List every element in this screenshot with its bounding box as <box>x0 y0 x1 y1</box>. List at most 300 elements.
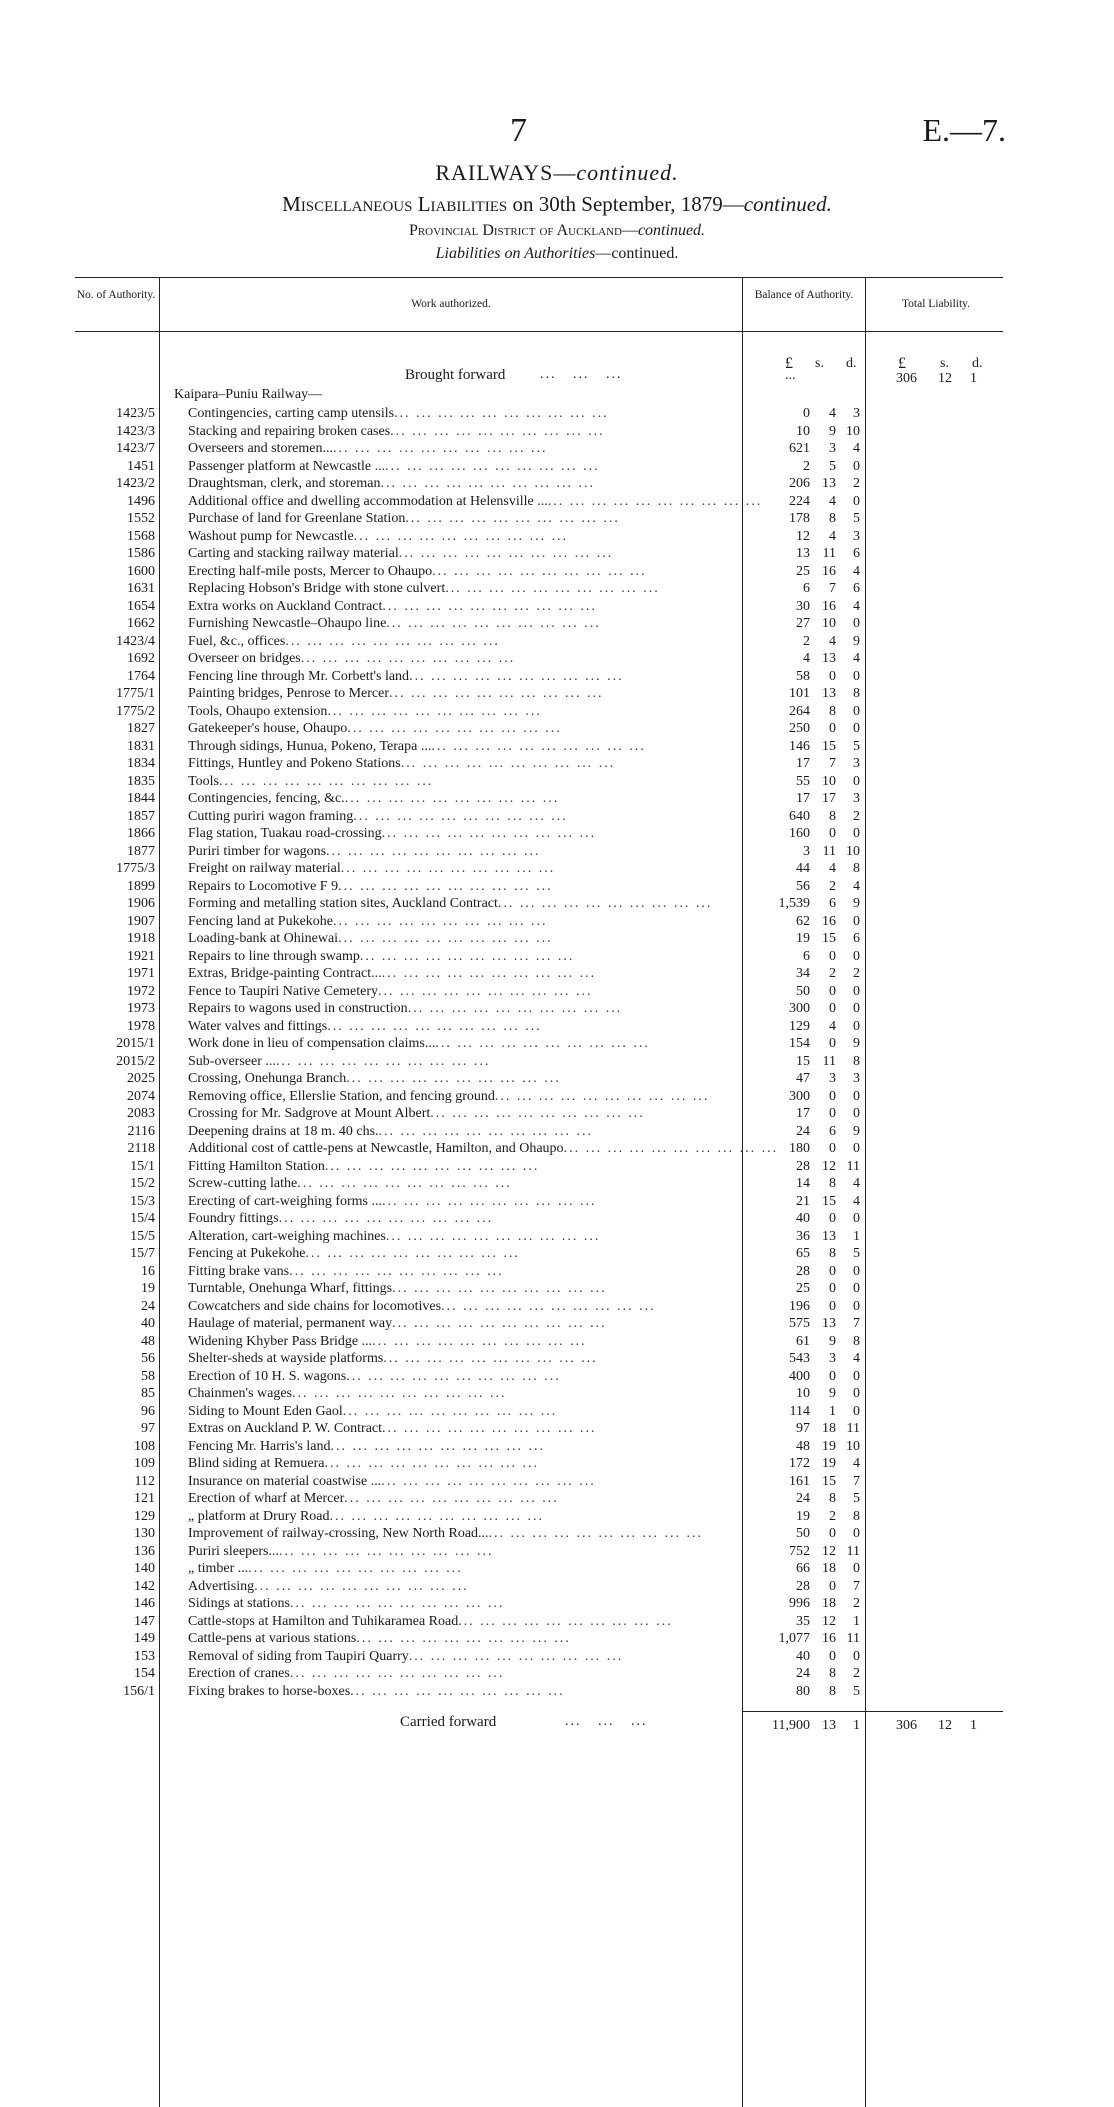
balance-pence: 0 <box>853 703 860 719</box>
balance-shillings: 8 <box>829 1666 836 1681</box>
authority-number: 1423/5 <box>116 406 155 421</box>
table-row <box>0 1263 1114 1280</box>
balance-pounds: 66 <box>796 1561 810 1576</box>
balance-pence: 11 <box>846 1421 860 1436</box>
balance-pence: 0 <box>853 1386 860 1401</box>
balance-pence: 6 <box>853 581 860 596</box>
work-description: Removing office, Ellerslie Station, and fencing ground... ... ... ... ... ... ... ... ... ... <box>188 1088 710 1104</box>
authority-number: 48 <box>141 1333 155 1349</box>
pound-unit: £ <box>898 355 906 372</box>
authority-number: 1844 <box>127 791 155 806</box>
work-description: Screw-cutting lathe... ... ... ... ... ... ... ... ... ... <box>188 1176 512 1191</box>
balance-pence: 7 <box>853 1578 860 1594</box>
balance-pounds: 161 <box>789 1473 810 1489</box>
balance-shillings: 15 <box>822 1193 836 1209</box>
work-description: Fencing at Pukekohe... ... ... ... ... ... ... ... ... ... <box>188 1246 520 1261</box>
table-row <box>0 1648 1114 1665</box>
leader-dots: ... ... ... ... ... ... ... ... ... ... <box>346 1071 561 1086</box>
leader-dots: ... ... ... ... ... ... ... ... ... ... <box>353 808 568 824</box>
authority-number: 1423/4 <box>116 633 155 649</box>
leader-dots: ... ... ... ... ... ... ... ... ... ... <box>327 1018 542 1034</box>
authority-number: 1971 <box>127 966 155 981</box>
authority-number: 108 <box>134 1438 155 1454</box>
authority-number: 2015/1 <box>116 1036 155 1051</box>
work-description: Additional cost of cattle-pens at Newcastle, Hamilton, and Ohaupo... ... ... ... ... ... ... ... ... ... <box>188 1141 779 1156</box>
balance-pounds: 44 <box>796 861 810 876</box>
leader-dots: ... ... ... ... ... ... ... ... ... ... <box>385 458 600 474</box>
authority-number: 2025 <box>127 1071 155 1086</box>
balance-shillings: 8 <box>829 1491 836 1506</box>
work-description: Cattle-stops at Hamilton and Tuhikaramea Road... ... ... ... ... ... ... ... ... ... <box>188 1613 673 1629</box>
title-continued: continued. <box>576 160 679 185</box>
authority-number: 154 <box>134 1666 155 1681</box>
authority-number: 15/1 <box>130 1158 155 1174</box>
leader-dots: ... ... ... ... ... ... ... ... ... ... <box>400 756 616 771</box>
balance-shillings: 12 <box>822 1158 836 1174</box>
leader-dots: ... ... ... ... ... ... ... ... ... ... <box>381 826 597 841</box>
table-row <box>0 808 1114 825</box>
balance-pence: 2 <box>853 966 860 981</box>
balance-shillings: 0 <box>829 721 836 736</box>
table-row <box>0 1000 1114 1017</box>
table-row <box>0 1525 1114 1542</box>
balance-pence: 0 <box>853 948 860 964</box>
leader-dots: ... ... ... ... ... ... ... ... ... ... <box>324 1456 539 1471</box>
balance-pounds: 300 <box>789 1088 810 1104</box>
leader-dots: ... ... ... ... ... ... ... ... ... ... <box>409 668 624 684</box>
balance-pence: 4 <box>853 1176 860 1191</box>
leader-dots: ... ... ... ... ... ... ... ... ... ... <box>408 1648 624 1664</box>
brought-forward-balance: ... <box>785 368 796 383</box>
leader-dots: ... ... ... ... ... ... ... ... ... ... <box>547 493 763 509</box>
balance-pounds: 56 <box>796 878 810 894</box>
authority-number: 1918 <box>127 931 155 946</box>
balance-shillings: 17 <box>822 791 836 806</box>
work-description: Overseer on bridges... ... ... ... ... ... ... ... ... ... <box>188 651 516 666</box>
leader-dots: ... ... ... ... ... ... ... ... ... ... <box>289 1263 504 1279</box>
table-row <box>0 1560 1114 1577</box>
balance-shillings: 0 <box>829 1088 836 1104</box>
leader-dots: ... ... ... ... ... ... ... ... ... ... <box>382 1193 597 1209</box>
balance-shillings: 6 <box>829 896 836 911</box>
authority-number: 16 <box>141 1263 155 1279</box>
leader-dots: ... ... ... ... ... ... ... ... ... ... <box>342 1403 558 1419</box>
balance-shillings: 15 <box>822 738 836 754</box>
shilling-unit: s. <box>940 356 949 371</box>
work-description: Extras on Auckland P. W. Contract... ... ... ... ... ... ... ... ... ... <box>188 1421 597 1436</box>
leader-dots: ... ... ... ... ... ... ... ... ... ... <box>392 1281 607 1296</box>
table-row <box>0 983 1114 1000</box>
leader-dots: ... ... ... ... ... ... ... ... ... ... <box>324 1158 540 1174</box>
balance-pounds: 621 <box>789 441 810 456</box>
leader-dots: ... ... ... ... ... ... ... ... ... ... <box>254 1578 469 1594</box>
authority-number: 1451 <box>127 458 155 474</box>
leader-dots: ... ... ... ... ... ... ... ... ... ... <box>300 651 516 666</box>
table-row <box>0 1158 1114 1175</box>
balance-pence: 10 <box>846 843 860 859</box>
authority-number: 1568 <box>127 528 155 544</box>
leader-dots: ... ... ... ... ... ... ... ... ... ... <box>278 1211 494 1226</box>
table-row <box>0 895 1114 912</box>
brought-forward-total-pence: 1 <box>970 371 977 386</box>
balance-pounds: 17 <box>796 756 810 771</box>
leader-dots: ... ... ... ... ... ... ... ... ... ... <box>435 1036 650 1051</box>
balance-pounds: 19 <box>796 931 810 946</box>
table-row <box>0 1455 1114 1472</box>
balance-pounds: 58 <box>796 668 810 684</box>
liabilities-heading <box>0 245 1114 263</box>
table-row <box>0 1088 1114 1105</box>
liabilities-label: Liabilities on Authorities <box>435 245 596 262</box>
leader-dots: ... ... ... ... ... ... ... ... ... ... <box>430 1106 645 1121</box>
balance-shillings: 8 <box>829 511 836 526</box>
work-description: Sidings at stations... ... ... ... ... ... ... ... ... ... <box>188 1596 505 1611</box>
leader-dots: ... ... ... ... ... ... ... ... ... ... <box>338 878 553 894</box>
balance-pence: 6 <box>853 931 860 946</box>
table-row <box>0 1228 1114 1245</box>
balance-shillings: 12 <box>822 1613 836 1629</box>
balance-pence: 3 <box>853 406 860 421</box>
balance-pounds: 28 <box>796 1158 810 1174</box>
brought-forward-total-pounds: 306 <box>896 371 917 386</box>
balance-pence: 4 <box>853 441 860 456</box>
leader-dots: ... ... ... ... ... ... ... ... ... ... <box>333 913 548 929</box>
balance-pence: 7 <box>853 1473 860 1489</box>
balance-pence: 0 <box>853 1368 860 1384</box>
balance-shillings: 19 <box>822 1456 836 1471</box>
brought-forward-total-shillings: 12 <box>938 371 952 386</box>
balance-pence: 8 <box>853 1333 860 1349</box>
balance-shillings: 0 <box>829 1298 836 1314</box>
balance-pence: 4 <box>853 1193 860 1209</box>
balance-shillings: 4 <box>829 861 836 876</box>
work-description: Painting bridges, Penrose to Mercer... ... ... ... ... ... ... ... ... ... <box>188 686 604 701</box>
work-description: Draughtsman, clerk, and storeman... ... ... ... ... ... ... ... ... ... <box>188 476 595 491</box>
table-row <box>0 580 1114 597</box>
leader-dots: ... ... ... ... ... ... ... ... ... ... <box>344 791 560 806</box>
leader-dots: ... ... ... ... ... ... ... ... ... ... <box>381 1473 596 1489</box>
balance-pounds: 172 <box>789 1456 810 1471</box>
balance-pounds: 62 <box>796 913 810 929</box>
balance-pence: 5 <box>853 1491 860 1506</box>
balance-shillings: 0 <box>829 1368 836 1384</box>
balance-pounds: 180 <box>789 1141 810 1156</box>
balance-pounds: 61 <box>796 1333 810 1349</box>
subtotal-rule <box>742 1711 865 1712</box>
balance-shillings: 11 <box>822 1053 836 1069</box>
table-row <box>0 1630 1114 1647</box>
authority-number: 2074 <box>127 1088 155 1104</box>
table-row <box>0 615 1114 632</box>
work-description: Blind siding at Remuera... ... ... ... ... ... ... ... ... ... <box>188 1456 539 1471</box>
authority-number: 130 <box>134 1526 155 1541</box>
header-work-authorized: Work authorized. <box>411 298 491 310</box>
work-description: Through sidings, Hunua, Pokeno, Terapa ...... ... ... ... ... ... ... ... ... ... <box>188 738 646 754</box>
balance-pence: 2 <box>853 476 860 491</box>
table-row <box>0 965 1114 982</box>
leader-dots: ... ... ... ... ... ... ... ... ... ... <box>278 1543 494 1559</box>
leader-dots: ... ... ... ... ... ... ... ... ... ... <box>285 633 500 649</box>
balance-shillings: 0 <box>829 1106 836 1121</box>
balance-pence: 11 <box>846 1158 860 1174</box>
balance-pounds: 575 <box>789 1316 810 1331</box>
authority-number: 1834 <box>127 756 155 771</box>
balance-pence: 4 <box>853 878 860 894</box>
balance-pence: 8 <box>853 1053 860 1069</box>
authority-number: 1654 <box>127 598 155 614</box>
district-name: Provincial District of Auckland— <box>408 222 638 239</box>
work-description: Additional office and dwelling accommodation at Helensville ...... ... ... ... ... ... ... ... ... ... <box>188 493 763 509</box>
table-row <box>0 1578 1114 1595</box>
table-row <box>0 475 1114 492</box>
balance-shillings: 9 <box>829 1386 836 1401</box>
balance-shillings: 0 <box>829 1281 836 1296</box>
leader-dots: ... ... ... ... ... ... ... ... ... ... <box>563 1141 779 1156</box>
balance-pence: 9 <box>853 1123 860 1139</box>
leader-dots: ... ... ... ... ... ... ... ... ... ... <box>405 511 620 526</box>
balance-shillings: 2 <box>829 966 836 981</box>
balance-pounds: 80 <box>796 1683 810 1699</box>
authority-number: 1423/2 <box>116 476 155 491</box>
table-row <box>0 510 1114 527</box>
leader-dots: ... ... ... ... ... ... ... ... ... ... <box>347 721 562 736</box>
balance-pence: 5 <box>853 511 860 526</box>
balance-pence: 3 <box>853 756 860 771</box>
balance-pounds: 2 <box>803 633 810 649</box>
balance-pence: 2 <box>853 808 860 824</box>
balance-pence: 9 <box>853 1036 860 1051</box>
balance-pence: 1 <box>853 1228 860 1244</box>
balance-pence: 3 <box>853 791 860 806</box>
balance-pounds: 10 <box>796 1386 810 1401</box>
work-description: Crossing, Onehunga Branch... ... ... ... ... ... ... ... ... ... <box>188 1071 561 1086</box>
balance-pence: 5 <box>853 1246 860 1261</box>
balance-pounds: 196 <box>789 1298 810 1314</box>
balance-pence: 0 <box>853 913 860 929</box>
balance-pounds: 40 <box>796 1211 810 1226</box>
table-row <box>0 1595 1114 1612</box>
balance-pounds: 129 <box>789 1018 810 1034</box>
leader-dots: ... ... ... ... ... ... ... ... ... ... <box>329 1508 545 1524</box>
subtitle-date: on 30th September, 1879— <box>507 192 744 216</box>
balance-shillings: 16 <box>822 1631 836 1646</box>
authority-number: 1827 <box>127 721 155 736</box>
balance-pounds: 6 <box>803 948 810 964</box>
authority-number: 1775/2 <box>116 703 155 719</box>
balance-pounds: 24 <box>796 1123 810 1139</box>
work-description: Furnishing Newcastle–Ohaupo line... ... ... ... ... ... ... ... ... ... <box>188 616 601 631</box>
authority-number: 19 <box>141 1281 155 1296</box>
leader-dots: ... ... ... ... ... ... ... ... ... ... <box>248 1561 463 1576</box>
leader-dots: ... ... ... ... ... ... ... ... ... ... <box>385 1228 601 1244</box>
balance-pence: 4 <box>853 598 860 614</box>
table-row <box>0 405 1114 422</box>
work-description: Chainmen's wages... ... ... ... ... ... ... ... ... ... <box>188 1386 507 1401</box>
work-description: Deepening drains at 18 m. 40 chs.... ... ... ... ... ... ... ... ... ... <box>188 1123 594 1139</box>
leader-dots: ... ... ... ... ... ... ... ... ... ... <box>350 1683 565 1699</box>
subtitle-continued: continued. <box>743 192 832 216</box>
authority-number: 1921 <box>127 948 155 964</box>
balance-pounds: 15 <box>796 1053 810 1069</box>
leader-dots: ... ... ... ... ... ... ... ... ... ... <box>432 563 647 579</box>
table-row <box>0 703 1114 720</box>
leader-dots: ... ... ... ... ... ... ... ... ... ... <box>338 931 553 946</box>
authority-number: 1600 <box>127 563 155 579</box>
pound-unit: £ <box>785 355 793 372</box>
carried-forward-total-pence: 1 <box>970 1718 977 1733</box>
table-row <box>0 1070 1114 1087</box>
table-row <box>0 1280 1114 1297</box>
balance-pounds: 50 <box>796 1526 810 1541</box>
balance-pence: 2 <box>853 1666 860 1681</box>
work-description: Erecting of cart-weighing forms ...... ... ... ... ... ... ... ... ... ... <box>188 1193 597 1209</box>
balance-pounds: 48 <box>796 1438 810 1454</box>
balance-pounds: 250 <box>789 721 810 736</box>
table-row <box>0 1665 1114 1682</box>
balance-pence: 5 <box>853 738 860 754</box>
table-row <box>0 633 1114 650</box>
balance-pounds: 12 <box>796 528 810 544</box>
table-row <box>0 1403 1114 1420</box>
authority-number: 1423/3 <box>116 423 155 439</box>
balance-pounds: 17 <box>796 1106 810 1121</box>
table-row <box>0 1438 1114 1455</box>
leader-dots: ... ... ... ... ... ... ... ... ... ... <box>497 896 713 911</box>
leader-dots: ... ... ... ... ... ... ... ... ... ... <box>305 1246 520 1261</box>
balance-pounds: 65 <box>796 1246 810 1261</box>
balance-pence: 0 <box>853 1281 860 1296</box>
table-row <box>0 1420 1114 1437</box>
leader-dots: ... ... ... ... ... ... ... ... ... ... <box>381 966 597 981</box>
leader-dots: ... ... ... ... ... ... ... ... ... ... <box>344 1491 559 1506</box>
balance-shillings: 16 <box>822 913 836 929</box>
balance-pounds: 101 <box>789 686 810 701</box>
balance-shillings: 13 <box>822 1228 836 1244</box>
work-description: Cowcatchers and side chains for locomotives... ... ... ... ... ... ... ... ... ... <box>188 1298 656 1314</box>
balance-pence: 0 <box>853 826 860 841</box>
balance-pence: 0 <box>853 1018 860 1034</box>
pence-unit: d. <box>846 356 857 371</box>
authority-number: 112 <box>134 1473 155 1489</box>
balance-shillings: 4 <box>829 528 836 544</box>
section-heading: Kaipara–Puniu Railway— <box>174 387 323 402</box>
work-description: Sub-overseer ...... ... ... ... ... ... ... ... ... ... <box>188 1053 491 1069</box>
balance-pounds: 13 <box>796 546 810 561</box>
balance-shillings: 0 <box>829 1263 836 1279</box>
balance-pounds: 14 <box>796 1176 810 1191</box>
balance-shillings: 10 <box>822 773 836 789</box>
work-description: Washout pump for Newcastle... ... ... ... ... ... ... ... ... ... <box>188 528 569 544</box>
work-description: Siding to Mount Eden Gaol... ... ... ... ... ... ... ... ... ... <box>188 1403 558 1419</box>
page-title <box>0 160 1114 186</box>
work-description: Erection of 10 H. S. wagons... ... ... ... ... ... ... ... ... ... <box>188 1368 561 1384</box>
authority-number: 15/3 <box>130 1193 155 1209</box>
header-no-authority: No. of Authority. <box>76 289 156 301</box>
leader-dots: ... ... ... ... ... ... ... ... ... ... <box>326 843 541 859</box>
table-row <box>0 1315 1114 1332</box>
balance-shillings: 3 <box>829 1071 836 1086</box>
balance-pounds: 28 <box>796 1263 810 1279</box>
balance-shillings: 0 <box>829 826 836 841</box>
leader-dots: ... ... ... ... ... ... ... ... ... ... <box>218 773 434 789</box>
authority-number: 136 <box>134 1543 155 1559</box>
table-row <box>0 755 1114 772</box>
authority-number: 1835 <box>127 773 155 789</box>
balance-pounds: 19 <box>796 1508 810 1524</box>
authority-number: 1764 <box>127 668 155 684</box>
balance-pounds: 40 <box>796 1648 810 1664</box>
leader-dots: ... ... ... ... ... ... ... ... ... ... <box>333 441 548 456</box>
balance-pence: 0 <box>853 1648 860 1664</box>
liabilities-continued: —continued. <box>595 245 679 262</box>
work-description: Fencing Mr. Harris's land... ... ... ... ... ... ... ... ... ... <box>188 1438 546 1454</box>
work-description: Repairs to line through swamp... ... ... ... ... ... ... ... ... ... <box>188 948 575 964</box>
balance-shillings: 8 <box>829 703 836 719</box>
authority-number: 1423/7 <box>116 441 155 456</box>
balance-pounds: 543 <box>789 1351 810 1366</box>
table-row <box>0 650 1114 667</box>
work-description: Cutting puriri wagon framing... ... ... ... ... ... ... ... ... ... <box>188 808 568 824</box>
leader-dots: ... ... ... ... ... ... ... ... ... ... <box>372 1333 587 1349</box>
leader-dots: ... ... ... ... ... ... ... ... ... ... <box>353 528 569 544</box>
authority-number: 56 <box>141 1351 155 1366</box>
balance-pence: 0 <box>853 721 860 736</box>
table-row <box>0 825 1114 842</box>
table-row <box>0 423 1114 440</box>
work-description: Insurance on material coastwise ...... ... ... ... ... ... ... ... ... ... <box>188 1473 596 1489</box>
balance-pence: 0 <box>853 773 860 789</box>
table-row <box>0 738 1114 755</box>
work-description: Passenger platform at Newcastle ...... ... ... ... ... ... ... ... ... ... <box>188 458 600 474</box>
table-row <box>0 1035 1114 1052</box>
leader-dots: ... ... ... ... ... ... ... ... ... ... <box>390 423 605 439</box>
balance-shillings: 1 <box>829 1403 836 1419</box>
work-description: Gatekeeper's house, Ohaupo... ... ... ... ... ... ... ... ... ... <box>188 721 562 736</box>
balance-shillings: 13 <box>822 686 836 701</box>
balance-shillings: 13 <box>822 651 836 666</box>
table-row <box>0 1140 1114 1157</box>
balance-shillings: 4 <box>829 633 836 649</box>
balance-pence: 0 <box>853 493 860 509</box>
table-row <box>0 545 1114 562</box>
work-description: Cattle-pens at various stations... ... ... ... ... ... ... ... ... ... <box>188 1631 571 1646</box>
work-description: Foundry fittings... ... ... ... ... ... ... ... ... ... <box>188 1211 494 1226</box>
balance-pounds: 400 <box>789 1368 810 1384</box>
authority-number: 1972 <box>127 983 155 999</box>
authority-number: 15/2 <box>130 1176 155 1191</box>
work-description: Flag station, Tuakau road-crossing... ... ... ... ... ... ... ... ... ... <box>188 826 597 841</box>
balance-shillings: 4 <box>829 493 836 509</box>
authority-number: 2083 <box>127 1106 155 1121</box>
table-header-rule <box>75 331 1003 332</box>
balance-shillings: 16 <box>822 598 836 614</box>
balance-pounds: 996 <box>789 1596 810 1611</box>
leader-dots: ... ... ... ... ... ... ... ... ... ... <box>389 686 604 701</box>
balance-shillings: 10 <box>822 616 836 631</box>
balance-pence: 11 <box>846 1543 860 1559</box>
authority-number: 15/5 <box>130 1228 155 1244</box>
balance-pounds: 4 <box>803 651 810 666</box>
table-top-rule <box>75 277 1003 278</box>
balance-shillings: 0 <box>829 1141 836 1156</box>
balance-pounds: 264 <box>789 703 810 719</box>
balance-shillings: 13 <box>822 1316 836 1331</box>
work-description: Contingencies, carting camp utensils... ... ... ... ... ... ... ... ... ... <box>188 406 609 421</box>
authority-number: 142 <box>134 1578 155 1594</box>
balance-pounds: 28 <box>796 1578 810 1594</box>
balance-shillings: 9 <box>829 423 836 439</box>
authority-number: 2015/2 <box>116 1053 155 1069</box>
